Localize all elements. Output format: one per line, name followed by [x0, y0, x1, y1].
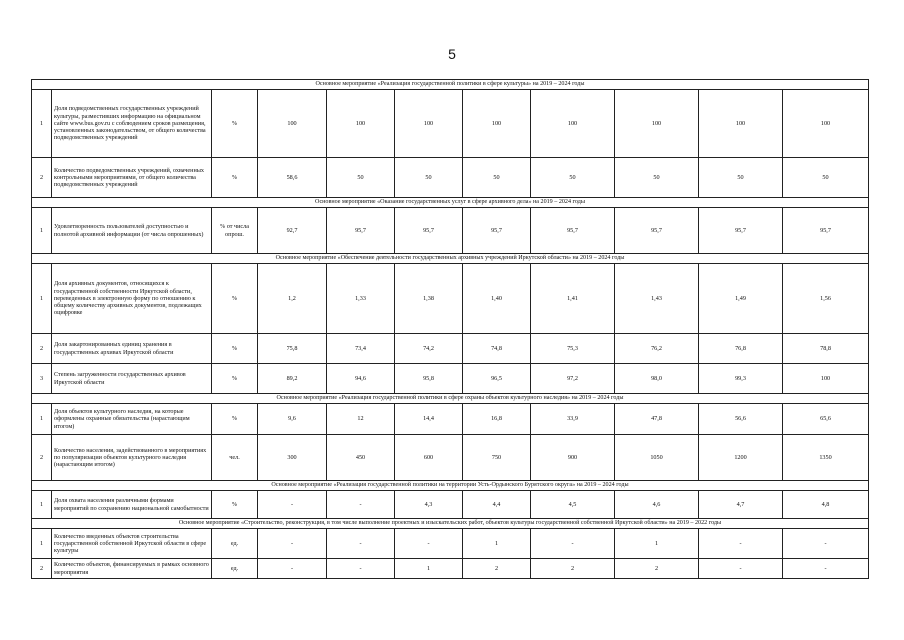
value-cell: 95,8 — [395, 364, 463, 394]
table-row — [32, 404, 869, 435]
value-cell: 300 — [258, 435, 327, 481]
indicator-name: Доля архивных документов, относящихся к государственной собственности Иркутской области, переведенных в электронную форму по отношению к общему количеству архивных документов, подлежащих оцифровке — [52, 264, 212, 334]
value-cell: 1350 — [783, 435, 869, 481]
table-row — [32, 90, 869, 158]
unit: % — [212, 404, 258, 435]
value-cell: 74,2 — [395, 334, 463, 364]
page-number: 5 — [448, 46, 456, 62]
value-cell: - — [783, 529, 869, 559]
value-cell: 50 — [395, 158, 463, 198]
row-number: 1 — [32, 90, 52, 158]
indicator-name: Количество введенных объектов строительства государственной собственной Иркутской области в сфере культуры — [52, 529, 212, 559]
value-cell: 75,3 — [531, 334, 615, 364]
value-cell: 94,6 — [327, 364, 395, 394]
value-cell: 16,8 — [463, 404, 531, 435]
value-cell: - — [258, 559, 327, 579]
table-row — [32, 208, 869, 254]
value-cell: 100 — [327, 90, 395, 158]
unit: % — [212, 158, 258, 198]
row-number: 1 — [32, 264, 52, 334]
section-header-row — [32, 481, 869, 491]
section-header-row — [32, 519, 869, 529]
value-cell: 100 — [463, 90, 531, 158]
value-cell: 97,2 — [531, 364, 615, 394]
value-cell: 1050 — [615, 435, 699, 481]
value-cell: 1,49 — [699, 264, 783, 334]
value-cell: 4,5 — [531, 491, 615, 519]
value-cell: 95,7 — [699, 208, 783, 254]
unit: чел. — [212, 435, 258, 481]
table-row — [32, 491, 869, 519]
value-cell: 2 — [531, 559, 615, 579]
value-cell: 50 — [783, 158, 869, 198]
indicator-name: Количество подведомственных учреждений, охваченных контрольными мероприятиями, от общего количества подведомственных учреждений — [52, 158, 212, 198]
section-title: Основное мероприятие «Реализация государственной политики на территории Усть-Ордынского Бурятского округа» на 2019 – 2024 годы — [32, 481, 869, 491]
value-cell: 95,7 — [327, 208, 395, 254]
value-cell: 99,3 — [699, 364, 783, 394]
value-cell: 2 — [615, 559, 699, 579]
value-cell: 1 — [615, 529, 699, 559]
section-title: Основное мероприятие «Реализация государственной политики в сфере охраны объектов культурного наследия» на 2019 – 2024 годы — [32, 394, 869, 404]
unit: ед. — [212, 529, 258, 559]
table-body — [32, 80, 869, 579]
table-row — [32, 158, 869, 198]
value-cell: 95,7 — [395, 208, 463, 254]
value-cell: 76,8 — [699, 334, 783, 364]
value-cell: 100 — [699, 90, 783, 158]
unit: ед. — [212, 559, 258, 579]
indicator-name: Доля подведомственных государственных учреждений культуры, разместивших информацию на официальном сайте www.bus.gov.ru с соблюдением сроков размещения, установленных законодательством, от общего количества подведомственных учреждений — [52, 90, 212, 158]
value-cell: 14,4 — [395, 404, 463, 435]
table-row — [32, 559, 869, 579]
value-cell: 100 — [783, 90, 869, 158]
value-cell: 1,40 — [463, 264, 531, 334]
value-cell: 4,4 — [463, 491, 531, 519]
value-cell: 75,8 — [258, 334, 327, 364]
value-cell: 4,8 — [783, 491, 869, 519]
value-cell: 1,38 — [395, 264, 463, 334]
section-title: Основное мероприятие «Оказание государственных услуг в сфере архивного дела» на 2019 – 2024 годы — [32, 198, 869, 208]
value-cell: 74,8 — [463, 334, 531, 364]
indicator-name: Доля закартонированных единиц хранения в государственных архивах Иркутской области — [52, 334, 212, 364]
indicator-name: Количество населения, задействованного в мероприятиях по популяризации объектов культурного наследия (нарастающим итогом) — [52, 435, 212, 481]
value-cell: 1,43 — [615, 264, 699, 334]
section-header-row — [32, 198, 869, 208]
value-cell: 450 — [327, 435, 395, 481]
value-cell: - — [531, 529, 615, 559]
table-row — [32, 529, 869, 559]
value-cell: 1,56 — [783, 264, 869, 334]
value-cell: 12 — [327, 404, 395, 435]
value-cell: 750 — [463, 435, 531, 481]
value-cell: 89,2 — [258, 364, 327, 394]
value-cell: 50 — [463, 158, 531, 198]
value-cell: - — [327, 559, 395, 579]
value-cell: - — [395, 529, 463, 559]
unit: % — [212, 491, 258, 519]
section-header-row — [32, 254, 869, 264]
value-cell: - — [258, 529, 327, 559]
value-cell: 900 — [531, 435, 615, 481]
value-cell: 1,41 — [531, 264, 615, 334]
value-cell: 100 — [531, 90, 615, 158]
value-cell: 96,5 — [463, 364, 531, 394]
value-cell: 4,7 — [699, 491, 783, 519]
value-cell: 78,8 — [783, 334, 869, 364]
value-cell: 56,6 — [699, 404, 783, 435]
value-cell: 95,7 — [463, 208, 531, 254]
unit: % — [212, 364, 258, 394]
value-cell: 2 — [463, 559, 531, 579]
value-cell: 95,7 — [783, 208, 869, 254]
value-cell: 100 — [783, 364, 869, 394]
value-cell: 33,9 — [531, 404, 615, 435]
value-cell: 600 — [395, 435, 463, 481]
value-cell: 50 — [531, 158, 615, 198]
value-cell: - — [699, 559, 783, 579]
table-row — [32, 435, 869, 481]
row-number: 2 — [32, 334, 52, 364]
value-cell: 47,8 — [615, 404, 699, 435]
section-header-row — [32, 80, 869, 90]
value-cell: 1200 — [699, 435, 783, 481]
value-cell: - — [327, 529, 395, 559]
value-cell: 76,2 — [615, 334, 699, 364]
value-cell: 92,7 — [258, 208, 327, 254]
row-number: 1 — [32, 529, 52, 559]
value-cell: 1 — [395, 559, 463, 579]
value-cell: 95,7 — [531, 208, 615, 254]
indicator-name: Доля охвата населения различными формами мероприятий по сохранению национальной самобытности — [52, 491, 212, 519]
indicator-name: Доля объектов культурного наследия, на которые оформлены охранные обязательства (нарастающим итогом) — [52, 404, 212, 435]
value-cell: 95,7 — [615, 208, 699, 254]
value-cell: 73,4 — [327, 334, 395, 364]
value-cell: 100 — [258, 90, 327, 158]
unit: % — [212, 90, 258, 158]
value-cell: 4,3 — [395, 491, 463, 519]
value-cell: 58,6 — [258, 158, 327, 198]
value-cell: 1,33 — [327, 264, 395, 334]
row-number: 3 — [32, 364, 52, 394]
indicator-name: Количество объектов, финансируемых в рамках основного мероприятия — [52, 559, 212, 579]
value-cell: 100 — [615, 90, 699, 158]
row-number: 2 — [32, 559, 52, 579]
value-cell: 50 — [699, 158, 783, 198]
value-cell: 50 — [615, 158, 699, 198]
row-number: 1 — [32, 491, 52, 519]
row-number: 1 — [32, 208, 52, 254]
value-cell: - — [258, 491, 327, 519]
value-cell: - — [699, 529, 783, 559]
value-cell: 100 — [395, 90, 463, 158]
table-row — [32, 264, 869, 334]
value-cell: 9,6 — [258, 404, 327, 435]
section-header-row — [32, 394, 869, 404]
unit: % — [212, 264, 258, 334]
value-cell: 98,0 — [615, 364, 699, 394]
table-row — [32, 364, 869, 394]
row-number: 1 — [32, 404, 52, 435]
indicators-table — [31, 79, 869, 579]
table-row — [32, 334, 869, 364]
value-cell: 4,6 — [615, 491, 699, 519]
indicator-name: Степень загруженности государственных архивов Иркутской области — [52, 364, 212, 394]
value-cell: - — [327, 491, 395, 519]
indicator-name: Удовлетворенность пользователей доступностью и полнотой архивной информации (от числа опрошенных) — [52, 208, 212, 254]
unit: % — [212, 334, 258, 364]
value-cell: 50 — [327, 158, 395, 198]
section-title: Основное мероприятие «Строительство, реконструкция, в том числе выполнение проектных и изыскательских работ, объектов культуры государственной собственной Иркутской области» на 2019 – 2022 годы — [32, 519, 869, 529]
value-cell: 1,2 — [258, 264, 327, 334]
value-cell: 65,6 — [783, 404, 869, 435]
value-cell: 1 — [463, 529, 531, 559]
row-number: 2 — [32, 158, 52, 198]
section-title: Основное мероприятие «Обеспечение деятельности государственных архивных учреждений Иркутской области» на 2019 – 2024 годы — [32, 254, 869, 264]
row-number: 2 — [32, 435, 52, 481]
unit: % от числа опрош. — [212, 208, 258, 254]
value-cell: - — [783, 559, 869, 579]
section-title: Основное мероприятие «Реализация государственной политики в сфере культуры» на 2019 – 2024 годы — [32, 80, 869, 90]
